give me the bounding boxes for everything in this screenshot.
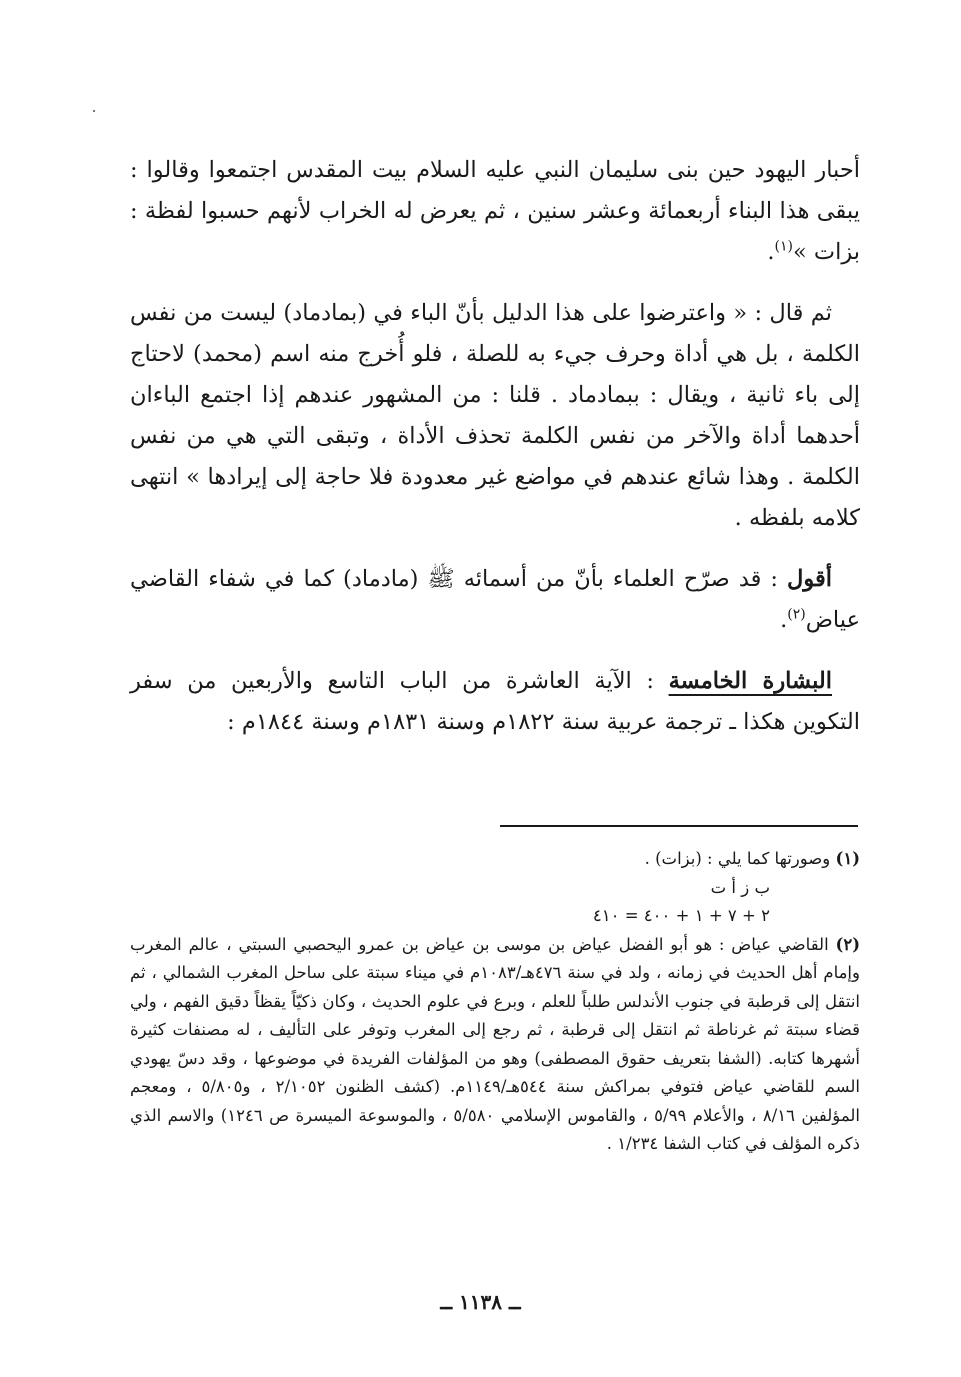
footnote-ref-1: (١) [774, 238, 793, 255]
paragraph-3-end: . [780, 607, 788, 633]
footnotes [130, 845, 860, 1159]
footnote-1-letters: ب ز أ ت [710, 877, 770, 897]
paragraph-3-text: : قد صرّح العلماء بأنّ من أسمائه ﷺ (مادماد) كما في شفاء القاضي عياض [130, 566, 860, 633]
footnote-2-text: القاضي عياض : هو أبو الفضل عياض بن موسى بن عياض بن عمرو اليحصبي السبتي ، عالم المغرب وإمام أهل الحديث في زمانه ، ولد في سنة ٤٧٦هـ/١٠٨٣م في ميناء سبتة على ساحل المغرب الشمالي ، ثم انتقل إلى قرطبة في جنوب الأندلس طلباً للعلم ، وبرع في علوم الحديث ، وكان ذكيّاً يقظاً دقيق الفهم ، ولي قضاء سبتة ثم غرناطة ثم انتقل إلى قرطبة ، ثم رجع إلى المغرب وتوفر على التأليف ، له مصنفات كثيرة أشهرها كتابه. (الشفا بتعريف حقوق المصطفى) وهو من المؤلفات الفريدة في موضوعها ، وقد دسّ يهودي السم للقاضي عياض فتوفي بمراكش سنة ٥٤٤هـ/١١٤٩م. (كشف الظنون ٢/١٠٥٢ ، و٥/٨٠٥ ، ومعجم المؤلفين ٨/١٦ ، والأعلام ٥/٩٩ ، والقاموس الإسلامي ٥/٥٨٠ ، والموسوعة الميسرة ص ١٢٤٦) والاسم الذي ذكره المؤلف في كتاب الشفا ١/٢٣٤ . [130, 934, 860, 1153]
scan-speck [93, 110, 95, 112]
footnote-1 [130, 845, 860, 874]
main-text [130, 150, 860, 763]
footnote-1-number: (١) [835, 849, 860, 868]
paragraph-1-text: أحبار اليهود حين بنى سليمان النبي عليه السلام بيت المقدس اجتمعوا وقالوا : يبقى هذا البناء أربعمائة وعشر سنين ، ثم يعرض له الخراب لأنهم حسبوا لفظة : بزات » [130, 157, 860, 265]
footnote-ref-2: (٢) [787, 606, 806, 623]
footnote-divider [500, 825, 858, 827]
footnote-2-number: (٢) [835, 934, 860, 954]
page-number: ــ ١١٣٨ ــ [440, 1290, 521, 1314]
section-heading: البشارة الخامسة [668, 668, 833, 694]
paragraph-3-lead: أقول [787, 566, 832, 592]
footnote-2 [130, 931, 860, 1159]
paragraph-4 [130, 661, 860, 743]
paragraph-3 [130, 559, 860, 641]
footnote-1-text: وصورتها كما يلي : (بزات) . [644, 849, 836, 868]
paragraph-2: ثم قال : « واعترضوا على هذا الدليل بأنّ الباء في (بمادماد) ليست من نفس الكلمة ، بل هي أداة وحرف جيء به للصلة ، فلو أُخرج منه اسم (محمد) لاحتاج إلى باء ثانية ، ويقال : ببمادماد . قلنا : من المشهور عندهم إذا اجتمع الباءان أحدهما أداة والآخر من نفس الكلمة تحذف الأداة ، وتبقى التي هي من نفس الكلمة . وهذا شائع عندهم في مواضع غير معدودة فلا حاجة إلى إيرادها » انتهى كلامه بلفظه . [130, 300, 860, 531]
paragraph-4-text: : الآية العاشرة من الباب التاسع والأربعين من سفر التكوين هكذا ـ ترجمة عربية سنة ١٨٢٢م وسنة ١٨٣١م وسنة ١٨٤٤م : [130, 668, 860, 735]
paragraph-1-end: . [767, 239, 775, 265]
paragraph-1 [130, 150, 860, 273]
footnote-1-sum: ٢ + ٧ + ١ + ٤٠٠ = ٤١٠ [592, 906, 770, 925]
